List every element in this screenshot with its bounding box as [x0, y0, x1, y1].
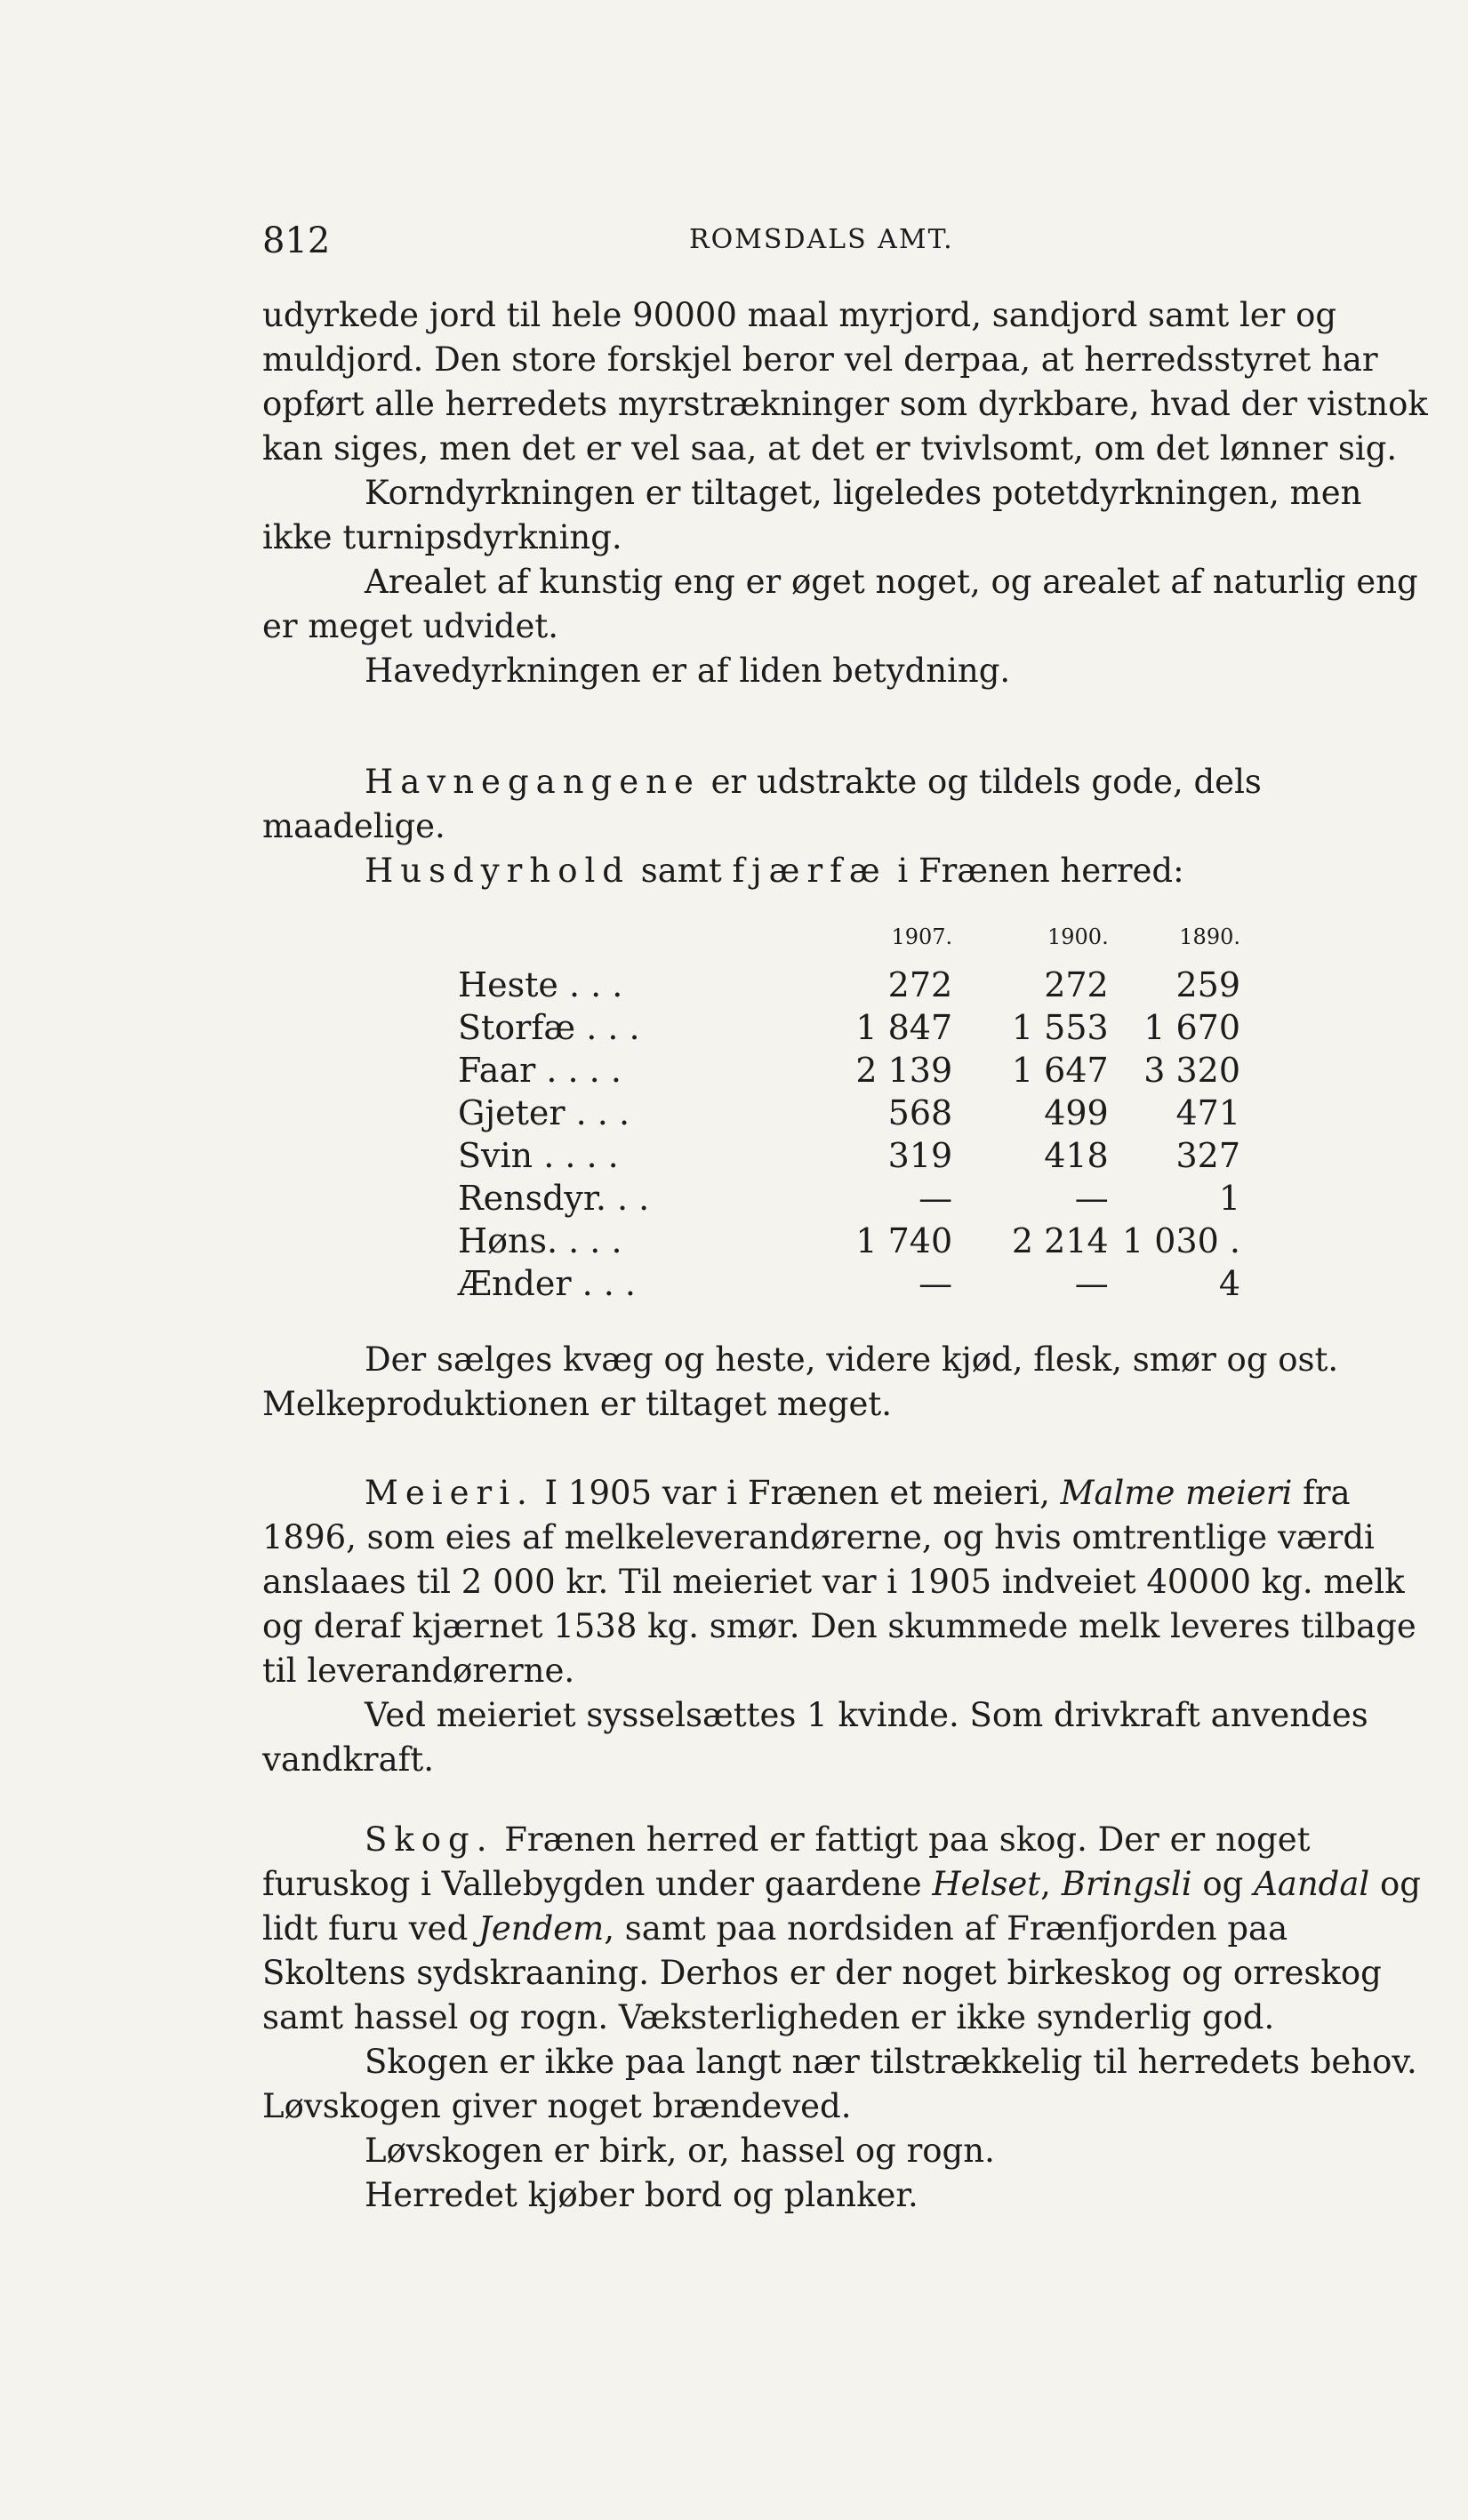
forest-text-3: , samt paa nordsiden af Frænfjorden paa Skoltens sydskraaning. Derhos er der noget birkeskog og orreskog samt hassel og rogn. Væksterligheden er ikke synderlig god.	[262, 1909, 1382, 2036]
place-jendem: Jendem	[478, 1909, 605, 1948]
value-1890: 471	[1175, 1093, 1240, 1132]
table-row	[458, 1092, 1240, 1134]
forest-sep-1: ,	[1040, 1865, 1062, 1903]
paragraph-crops: Korndyrkningen er tiltaget, ligeledes potetdyrkningen, men ikke turnipsdyrkning.	[262, 474, 1362, 556]
paragraph-trade: Der sælges kvæg og heste, videre kjød, flesk, smør og ost. Melkeproduktionen er tiltaget meget.	[262, 1340, 1339, 1423]
animal-label: Høns. . . .	[458, 1221, 622, 1260]
paragraph-meadow: Arealet af kunstig eng er øget noget, og arealet af naturlig eng er meget udvidet.	[262, 563, 1418, 645]
year-header: 1900.	[1047, 924, 1109, 949]
value-1890: 1 670	[1143, 1008, 1240, 1047]
forest-section	[262, 1818, 1436, 2218]
farm-bringsli: Bringsli	[1061, 1865, 1192, 1903]
pastures-section	[262, 760, 1436, 849]
value-1907: 568	[887, 1093, 953, 1132]
paragraph-dairy	[262, 1471, 1436, 1693]
forest-sep-2: og	[1191, 1865, 1255, 1903]
value-1890: 259	[1175, 965, 1240, 1004]
page-header	[262, 213, 1241, 267]
value-1900: —	[1074, 1179, 1109, 1218]
value-1907: 1 847	[855, 1008, 953, 1047]
value-1890: 327	[1175, 1136, 1240, 1175]
value-1900: 1 647	[1011, 1051, 1109, 1090]
farm-helset: Helset	[932, 1865, 1041, 1903]
year-header: 1907.	[891, 924, 953, 949]
animal-label: Storfæ . . .	[458, 1008, 640, 1047]
livestock-rest: i Frænen herred:	[886, 852, 1184, 890]
value-1907: 1 740	[855, 1221, 953, 1260]
value-1900: 1 553	[1011, 1008, 1109, 1047]
intro-section	[262, 293, 1436, 693]
paragraph-timber: Herredet kjøber bord og planker.	[365, 2176, 919, 2214]
pastures-term: Havnegangene	[365, 763, 701, 801]
animal-label: Ænder . . .	[458, 1264, 636, 1303]
animal-label: Svin . . . .	[458, 1136, 619, 1175]
running-title: ROMSDALS AMT.	[689, 224, 954, 255]
pastures-text: er udstrakte og tildels gode, dels maadelige.	[262, 763, 1262, 845]
value-1890: 1	[1218, 1179, 1240, 1218]
animal-label: Gjeter . . .	[458, 1093, 630, 1132]
paragraph-gardening: Havedyrkningen er af liden betydning.	[365, 652, 1011, 690]
value-1900: —	[1074, 1264, 1109, 1303]
livestock-table	[458, 924, 1240, 1305]
value-1907: 319	[887, 1136, 953, 1175]
header-blank	[458, 924, 821, 964]
dairy-term: Meieri.	[365, 1474, 534, 1512]
dairy-name: Malme meieri	[1060, 1474, 1293, 1512]
value-1907: —	[919, 1264, 953, 1303]
table-header-row	[458, 924, 1240, 964]
value-1890: 3 320	[1143, 1051, 1240, 1090]
paragraph-dairy-workers: Ved meieriet sysselsættes 1 kvinde. Som drivkraft anvendes vandkraft.	[262, 1696, 1368, 1779]
table-row	[458, 1177, 1240, 1220]
animal-label: Faar . . . .	[458, 1051, 622, 1090]
forest-text-1: Frænen herred er fattigt paa skog. Der er noget furuskog i Vallebygden under gaardene	[262, 1820, 1311, 1903]
livestock-heading	[262, 849, 1436, 893]
table-row	[458, 1134, 1240, 1177]
value-1907: 272	[887, 965, 953, 1004]
trade-section	[262, 1338, 1436, 1427]
value-1900: 418	[1044, 1136, 1109, 1175]
poultry-term: fjærfæ	[732, 852, 887, 890]
year-header: 1890.	[1179, 924, 1240, 949]
forest-text-2: og lidt furu ved	[262, 1865, 1421, 1948]
value-1900: 499	[1044, 1093, 1109, 1132]
table-row	[458, 964, 1240, 1006]
page-number: 812	[262, 220, 331, 261]
value-1890: 1 030 .	[1122, 1221, 1240, 1260]
value-1890: 4	[1218, 1264, 1240, 1303]
paragraph-forest-needs: Skogen er ikke paa langt nær tilstrækkelig til herredets behov. Løvskogen giver noget brændeved.	[262, 2043, 1417, 2125]
forest-term: Skog.	[365, 1820, 494, 1859]
value-1907: 2 139	[855, 1051, 953, 1090]
paragraph-pastures	[262, 760, 1436, 849]
table-row	[458, 1006, 1240, 1049]
value-1907: —	[919, 1179, 953, 1218]
dairy-text-1: I 1905 var i Frænen et meieri,	[533, 1474, 1061, 1512]
farm-aandal: Aandal	[1254, 1865, 1370, 1903]
livestock-conjunction: samt	[630, 852, 733, 890]
table-row	[458, 1220, 1240, 1262]
livestock-intro	[262, 849, 1436, 893]
paragraph-soil: udyrkede jord til hele 90000 maal myrjord, sandjord samt ler og muldjord. Den store forskjel beror vel derpaa, at herredsstyret har opført alle herredets myrstrækninger som dyrkbare, hvad der vistnok kan siges, men det er vel saa, at det er tvivlsomt, om det lønner sig.	[262, 296, 1428, 468]
paragraph-deciduous: Løvskogen er birk, or, hassel og rogn.	[365, 2132, 995, 2170]
value-1900: 272	[1044, 965, 1109, 1004]
dairy-section	[262, 1471, 1436, 1782]
table-row	[458, 1262, 1240, 1305]
animal-label: Heste . . .	[458, 965, 623, 1004]
paragraph-forest	[262, 1818, 1436, 2040]
value-1900: 2 214	[1011, 1221, 1109, 1260]
animal-label: Rensdyr. . .	[458, 1179, 650, 1218]
livestock-term: Husdyrhold	[365, 852, 630, 890]
dairy-text-2: fra 1896, som eies af melkeleverandørerne, og hvis omtrentlige værdi anslaaes til 2 000 kr. Til meieriet var i 1905 indveiet 40000 kg. melk og deraf kjærnet 1538 kg. smør. Den skummede melk leveres tilbage til leverandørerne.	[262, 1474, 1416, 1690]
table-row	[458, 1049, 1240, 1092]
